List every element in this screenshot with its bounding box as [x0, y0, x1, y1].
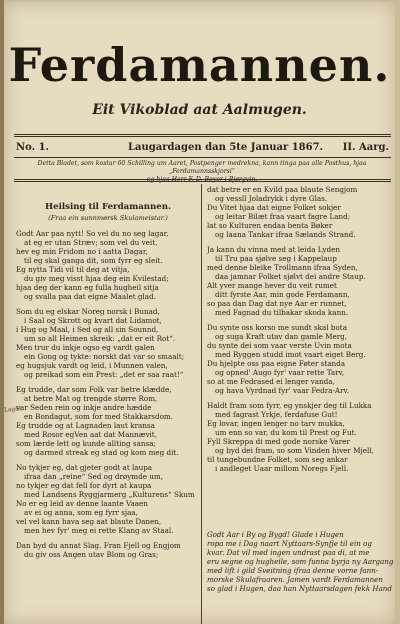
poem-line: Haldt fram som fyrr, eg ynskjer deg til Lukka	[207, 401, 372, 410]
left-stanzas	[16, 229, 200, 559]
notice-line-2: og hjaa Herr F. D. Beyer i Bjørgvin.	[146, 176, 258, 183]
poem-line: og vessll Joladrykk i dyre Glas.	[215, 194, 328, 203]
stanza	[207, 185, 391, 239]
poem-line: i andleget Uaar millom Noregs Fjell.	[215, 464, 349, 473]
stanza	[207, 245, 391, 317]
poem-line: Ja kann du vinna med at leida Lyden	[207, 245, 340, 254]
editorial-line: eru segne og hugheile, som funna byrja ny Aargang	[207, 557, 394, 566]
poem-line: no tykjer eg dat fell for dyrt at kaupa	[16, 481, 152, 490]
poem-line: Alt yver mange hever du veit rumet	[207, 281, 337, 290]
masthead-title: Ferdamannen.	[8, 38, 391, 92]
poem-line: um enn so var, du kom til Prest og Fut.	[215, 428, 357, 437]
poem-line: du giv meg visst hjaa deg ein Kvilestad;	[24, 274, 169, 283]
poem-line: Du Vitet hjaa dat eigne Folket sokjer	[207, 203, 341, 212]
issue-number: No. 1.	[16, 142, 50, 153]
poem-line: med denne bleike Trollmann ifraa Syden,	[207, 263, 358, 272]
poem-title: Heilsing til Ferdamannen.	[44, 202, 172, 212]
issue-date: Laugardagen dan 5te Januar 1867.	[128, 142, 324, 153]
poem-line: Du synte oss korso me sundt skal bota	[207, 323, 347, 332]
issue-year: II. Aarg.	[342, 142, 389, 153]
poem-line: lat so Kulturen endaa benta Bøker	[207, 221, 333, 230]
poem-line: var Seden rein og inkje andre hædde	[16, 403, 152, 412]
poem-line: Eg nytta Tidi vil til deg at vitja,	[16, 265, 130, 274]
poem-line: hev eg min Fridom no i aatta Dagar,	[16, 247, 148, 256]
poem-line: til eg skal ganga dit, som fyrr eg sleit.	[24, 256, 163, 265]
stanza	[16, 541, 200, 559]
poem-line: med Fagnad du tilbakar skoda kann.	[215, 308, 349, 317]
poem-line: Du hjelpte oss paa eigne Føter standa	[207, 359, 346, 368]
notice-rule	[14, 179, 391, 182]
notice-line-1: Detta Bladet, som kostar 60 Schilling um Aaret, Postpenger medrekna, kann tinga paa alle Posthus, hjaa „Ferdamannsskjorsi“	[37, 160, 367, 175]
editorial-line: Godt Aar i By og Bygd! Glade i Hugen	[207, 530, 344, 539]
poem-line: med fagrast Yrkje, ferdafuse Gut!	[215, 410, 338, 419]
poem-line: Godt Aar paa nytt! So vel du no seg lagar,	[16, 229, 169, 238]
poem-line: Eg trudde, dar som Folk var betre klædde,	[16, 385, 172, 394]
poem-line: so paa dan Dag dat nye Aar er runnet,	[207, 299, 347, 308]
poem-line: ein Gong og tykte: norskt dat var so smaalt;	[24, 352, 185, 361]
editorial-line: med lift i gild Sveitning ifraa denne vorne fann-	[207, 566, 379, 575]
poem-line: Eg trudde og at Lagnaden laut kransa	[16, 421, 155, 430]
column-divider	[201, 184, 202, 624]
poem-line: med Ryggen studd imot vaart eiget Berg.	[215, 350, 366, 359]
poem-line: so at me Fedrased ei lenger vanda,	[207, 377, 335, 386]
issue-rule	[14, 157, 391, 158]
poem-line: No tykjer eg, dat gjeter godt at laupa	[16, 463, 153, 472]
poem-line: en Bondagut, som for med Stakkarsdom.	[24, 412, 174, 421]
poem-line: med Landsens Ryggjarmerg „Kulturens“ Skum	[24, 490, 195, 499]
poem-line: i Hug og Maal, i Sed og all sin Sounnd,	[16, 325, 159, 334]
newspaper-page	[4, 2, 395, 624]
poem-line: du synte dei som vaar verste Uvin mota	[207, 341, 352, 350]
stanza	[207, 323, 391, 395]
poem-line: at betre Mat og trengde større Rom,	[24, 394, 158, 403]
poem-line: i Saal og Skrott og kvart dat Lidamot,	[24, 316, 162, 325]
masthead-rule-top	[14, 134, 391, 137]
poem-line: med Rosor egVen aat dat Mannævit,	[24, 430, 157, 439]
editorial-text	[207, 530, 394, 593]
poem-line: og byd dei fram, so som Vinden hiver Mjell,	[215, 446, 374, 455]
poem-line: Eg lovar, ingen lenger no tarv mukka,	[207, 419, 345, 428]
stanza	[16, 229, 200, 301]
poem-line: og laana Tankar ifraa Sælands Strand.	[215, 230, 356, 239]
poem-line: av ei og anna, som eg fyrr sjaa,	[24, 508, 138, 517]
poem-line: men hev fyr' meg ei rette Klang av Staal.	[24, 526, 174, 535]
poem-line: som lærde lett og kunde allting sansa;	[16, 439, 156, 448]
issue-info-row	[16, 142, 389, 156]
poem-line: Fyll Skreppa di med gode norske Varer	[207, 437, 350, 446]
poem-line: Men trur du inkje ogso eg vardt galen	[16, 343, 155, 352]
masthead-subtitle: Eit Vikoblad aat Aalmugen.	[92, 102, 307, 118]
poem-line: ditt fyrste Aar, min gode Ferdamann,	[215, 290, 350, 299]
poem-line: vel vel kann hava seg aat blaute Danen,	[16, 517, 162, 526]
poem-line: du giv oss Angen utav Blom og Gras;	[24, 550, 159, 559]
editorial-line: ropa me i Dag naart Nyttaars-Synfje til ein og	[207, 539, 372, 548]
poem-line: og opned' Augo fyr' vaar rette Tarv,	[215, 368, 345, 377]
stanza	[207, 401, 391, 473]
margin-note: Lagos	[4, 405, 23, 414]
poem-line: daa jamnar Folket sjølvt dei andre Staup.	[215, 272, 366, 281]
editorial-line: kvar. Dat vil med ingen undrast paa di, at me	[207, 548, 370, 557]
poem-line: og svalla paa dat eigne Maalet glad.	[24, 292, 156, 301]
poem-line: og preikad som ein Prest: „det er saa raat!“	[24, 370, 184, 379]
poem-line: og suga Kraft utav dan gamle Merg,	[215, 332, 348, 341]
right-stanzas	[207, 185, 391, 473]
poem-line: og leitar Bilæt fraa vaart fagre Land;	[215, 212, 351, 221]
left-column	[16, 185, 200, 624]
poem-line: til Tru paa sjølve seg i Kappelaup	[215, 254, 337, 263]
poem-line: eg hugsjuk vardt og leid, i Munnen valen,	[16, 361, 168, 370]
poem-line: um so all Heimen skreik: „dat er eit Rot“.	[24, 334, 176, 343]
poem-line: at eg er utan Stræv; som vel du veit,	[24, 238, 158, 247]
poem-line: og darmed streak eg stad og kom meg dit.	[24, 448, 179, 457]
editorial-line: morske Skulafraaren. Jamen vardt Ferdamannen	[207, 575, 383, 584]
stanza	[16, 463, 200, 535]
editorial-line: so glad i Hugen, daa han Nyttaarsdagen fekk Hand	[207, 584, 392, 593]
poem-line: No er eg leid av denne laante Vaaen	[16, 499, 148, 508]
poem-line: Som du eg elskar Noreg norsk i Bunad,	[16, 307, 160, 316]
poem-line: ifraa dan „reine“ Sed og drøymde um,	[24, 472, 163, 481]
poem-line: Dan byd du annat Slag. Fran Fjell og Engjom	[16, 541, 181, 550]
poem-line: og hava Vyrdnad fyr' vaar Fedra-Arv.	[215, 386, 350, 395]
stanza	[16, 307, 200, 379]
poem-line: dat betre er en Kvild paa blaute Sengjom	[207, 185, 358, 194]
poem-line: til tungebundne Folket, som seg ankar	[207, 455, 348, 464]
poem-line: hjaa deg der kann eg fulla hugheil sitja	[16, 283, 159, 292]
poem-subtitle: (Fraa ein sunnmørsk Skulameistar.)	[48, 214, 168, 222]
stanza	[16, 385, 200, 457]
